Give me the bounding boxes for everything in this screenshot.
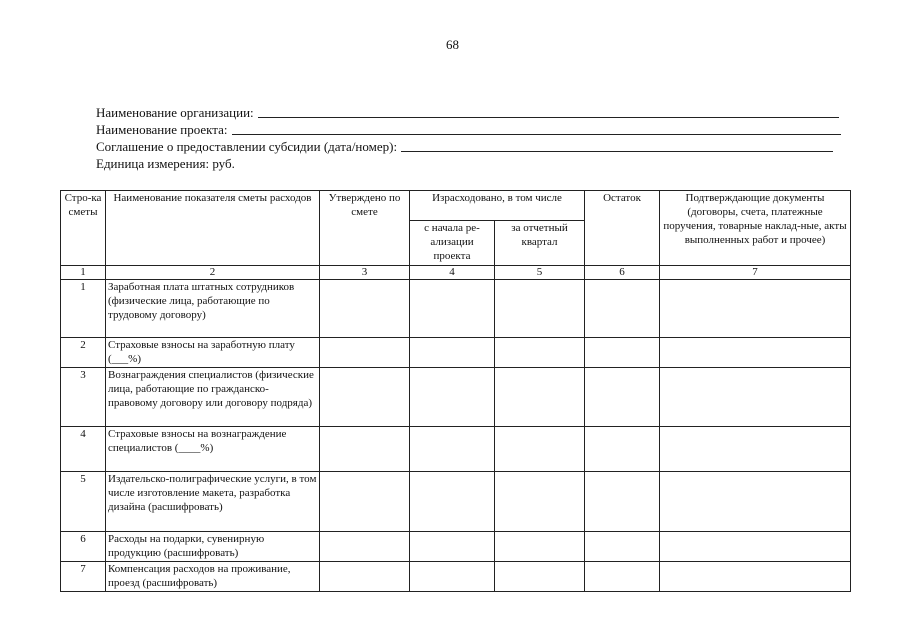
table-row <box>61 280 851 338</box>
spent-quarter-cell[interactable] <box>495 368 585 427</box>
table-row <box>61 532 851 562</box>
row-number: 3 <box>61 368 106 427</box>
header-balance: Остаток <box>585 191 660 266</box>
row-number: 6 <box>61 532 106 562</box>
spent-since-start-cell[interactable] <box>410 532 495 562</box>
spent-quarter-cell[interactable] <box>495 280 585 338</box>
column-number: 1 <box>61 266 106 280</box>
table-row <box>61 427 851 472</box>
project-blank-field[interactable] <box>232 121 842 135</box>
column-number: 7 <box>660 266 851 280</box>
indicator-name: Заработная плата штатных сотрудников (физические лица, работающие по трудовому договору) <box>106 280 320 338</box>
approved-cell[interactable] <box>320 280 410 338</box>
indicator-name: Страховые взносы на заработную плату (___%) <box>106 338 320 368</box>
spent-quarter-cell[interactable] <box>495 427 585 472</box>
column-number-row <box>61 266 851 280</box>
header-approved: Утверждено по смете <box>320 191 410 266</box>
balance-cell[interactable] <box>585 338 660 368</box>
approved-cell[interactable] <box>320 368 410 427</box>
balance-cell[interactable] <box>585 472 660 532</box>
row-number: 2 <box>61 338 106 368</box>
organization-line <box>96 104 841 121</box>
spent-since-start-cell[interactable] <box>410 368 495 427</box>
table-row <box>61 472 851 532</box>
agreement-label: Соглашение о предоставлении субсидии (дата/номер): <box>96 139 398 154</box>
docs-cell[interactable] <box>660 338 851 368</box>
docs-cell[interactable] <box>660 562 851 592</box>
approved-cell[interactable] <box>320 472 410 532</box>
spent-quarter-cell[interactable] <box>495 532 585 562</box>
balance-cell[interactable] <box>585 368 660 427</box>
row-number: 5 <box>61 472 106 532</box>
balance-cell[interactable] <box>585 532 660 562</box>
header-spent-since-start: с начала ре-ализации проекта <box>410 221 495 266</box>
column-number: 5 <box>495 266 585 280</box>
docs-cell[interactable] <box>660 368 851 427</box>
balance-cell[interactable] <box>585 562 660 592</box>
organization-label: Наименование организации: <box>96 105 254 120</box>
docs-cell[interactable] <box>660 532 851 562</box>
indicator-name: Страховые взносы на вознаграждение специалистов (____%) <box>106 427 320 472</box>
table-row <box>61 562 851 592</box>
header-row-no: Стро-ка сметы <box>61 191 106 266</box>
row-number: 4 <box>61 427 106 472</box>
table-row <box>61 338 851 368</box>
header-row <box>61 191 851 221</box>
agreement-blank-field[interactable] <box>401 138 833 152</box>
organization-blank-field[interactable] <box>258 104 839 118</box>
spent-quarter-cell[interactable] <box>495 472 585 532</box>
budget-table <box>60 190 851 592</box>
balance-cell[interactable] <box>585 427 660 472</box>
page-number: 68 <box>446 37 459 52</box>
approved-cell[interactable] <box>320 532 410 562</box>
indicator-name: Компенсация расходов на проживание, проезд (расшифровать) <box>106 562 320 592</box>
indicator-name: Расходы на подарки, сувенирную продукцию (расшифровать) <box>106 532 320 562</box>
column-number: 3 <box>320 266 410 280</box>
approved-cell[interactable] <box>320 562 410 592</box>
column-number: 2 <box>106 266 320 280</box>
spent-since-start-cell[interactable] <box>410 562 495 592</box>
docs-cell[interactable] <box>660 427 851 472</box>
spent-quarter-cell[interactable] <box>495 562 585 592</box>
agreement-line <box>96 138 841 155</box>
column-number: 6 <box>585 266 660 280</box>
spent-since-start-cell[interactable] <box>410 472 495 532</box>
balance-cell[interactable] <box>585 280 660 338</box>
unit-label: Единица измерения: руб. <box>96 156 235 171</box>
docs-cell[interactable] <box>660 472 851 532</box>
header-spent: Израсходовано, в том числе <box>410 191 585 221</box>
unit-line <box>96 155 841 172</box>
spent-since-start-cell[interactable] <box>410 427 495 472</box>
header-docs: Подтверждающие документы (договоры, счета, платежные поручения, товарные наклад-ные, акты выполненных работ и прочее) <box>660 191 851 266</box>
project-label: Наименование проекта: <box>96 122 228 137</box>
header-spent-quarter: за отчетный квартал <box>495 221 585 266</box>
header-indicator: Наименование показателя сметы расходов <box>106 191 320 266</box>
form-header <box>96 104 841 172</box>
spent-since-start-cell[interactable] <box>410 338 495 368</box>
docs-cell[interactable] <box>660 280 851 338</box>
project-line <box>96 121 841 138</box>
spent-quarter-cell[interactable] <box>495 338 585 368</box>
approved-cell[interactable] <box>320 427 410 472</box>
column-number: 4 <box>410 266 495 280</box>
approved-cell[interactable] <box>320 338 410 368</box>
indicator-name: Вознаграждения специалистов (физические лица, работающие по гражданско-правовому договору или договору подряда) <box>106 368 320 427</box>
table-row <box>61 368 851 427</box>
row-number: 7 <box>61 562 106 592</box>
row-number: 1 <box>61 280 106 338</box>
indicator-name: Издательско-полиграфические услуги, в том числе изготовление макета, разработка дизайна (расшифровать) <box>106 472 320 532</box>
spent-since-start-cell[interactable] <box>410 280 495 338</box>
